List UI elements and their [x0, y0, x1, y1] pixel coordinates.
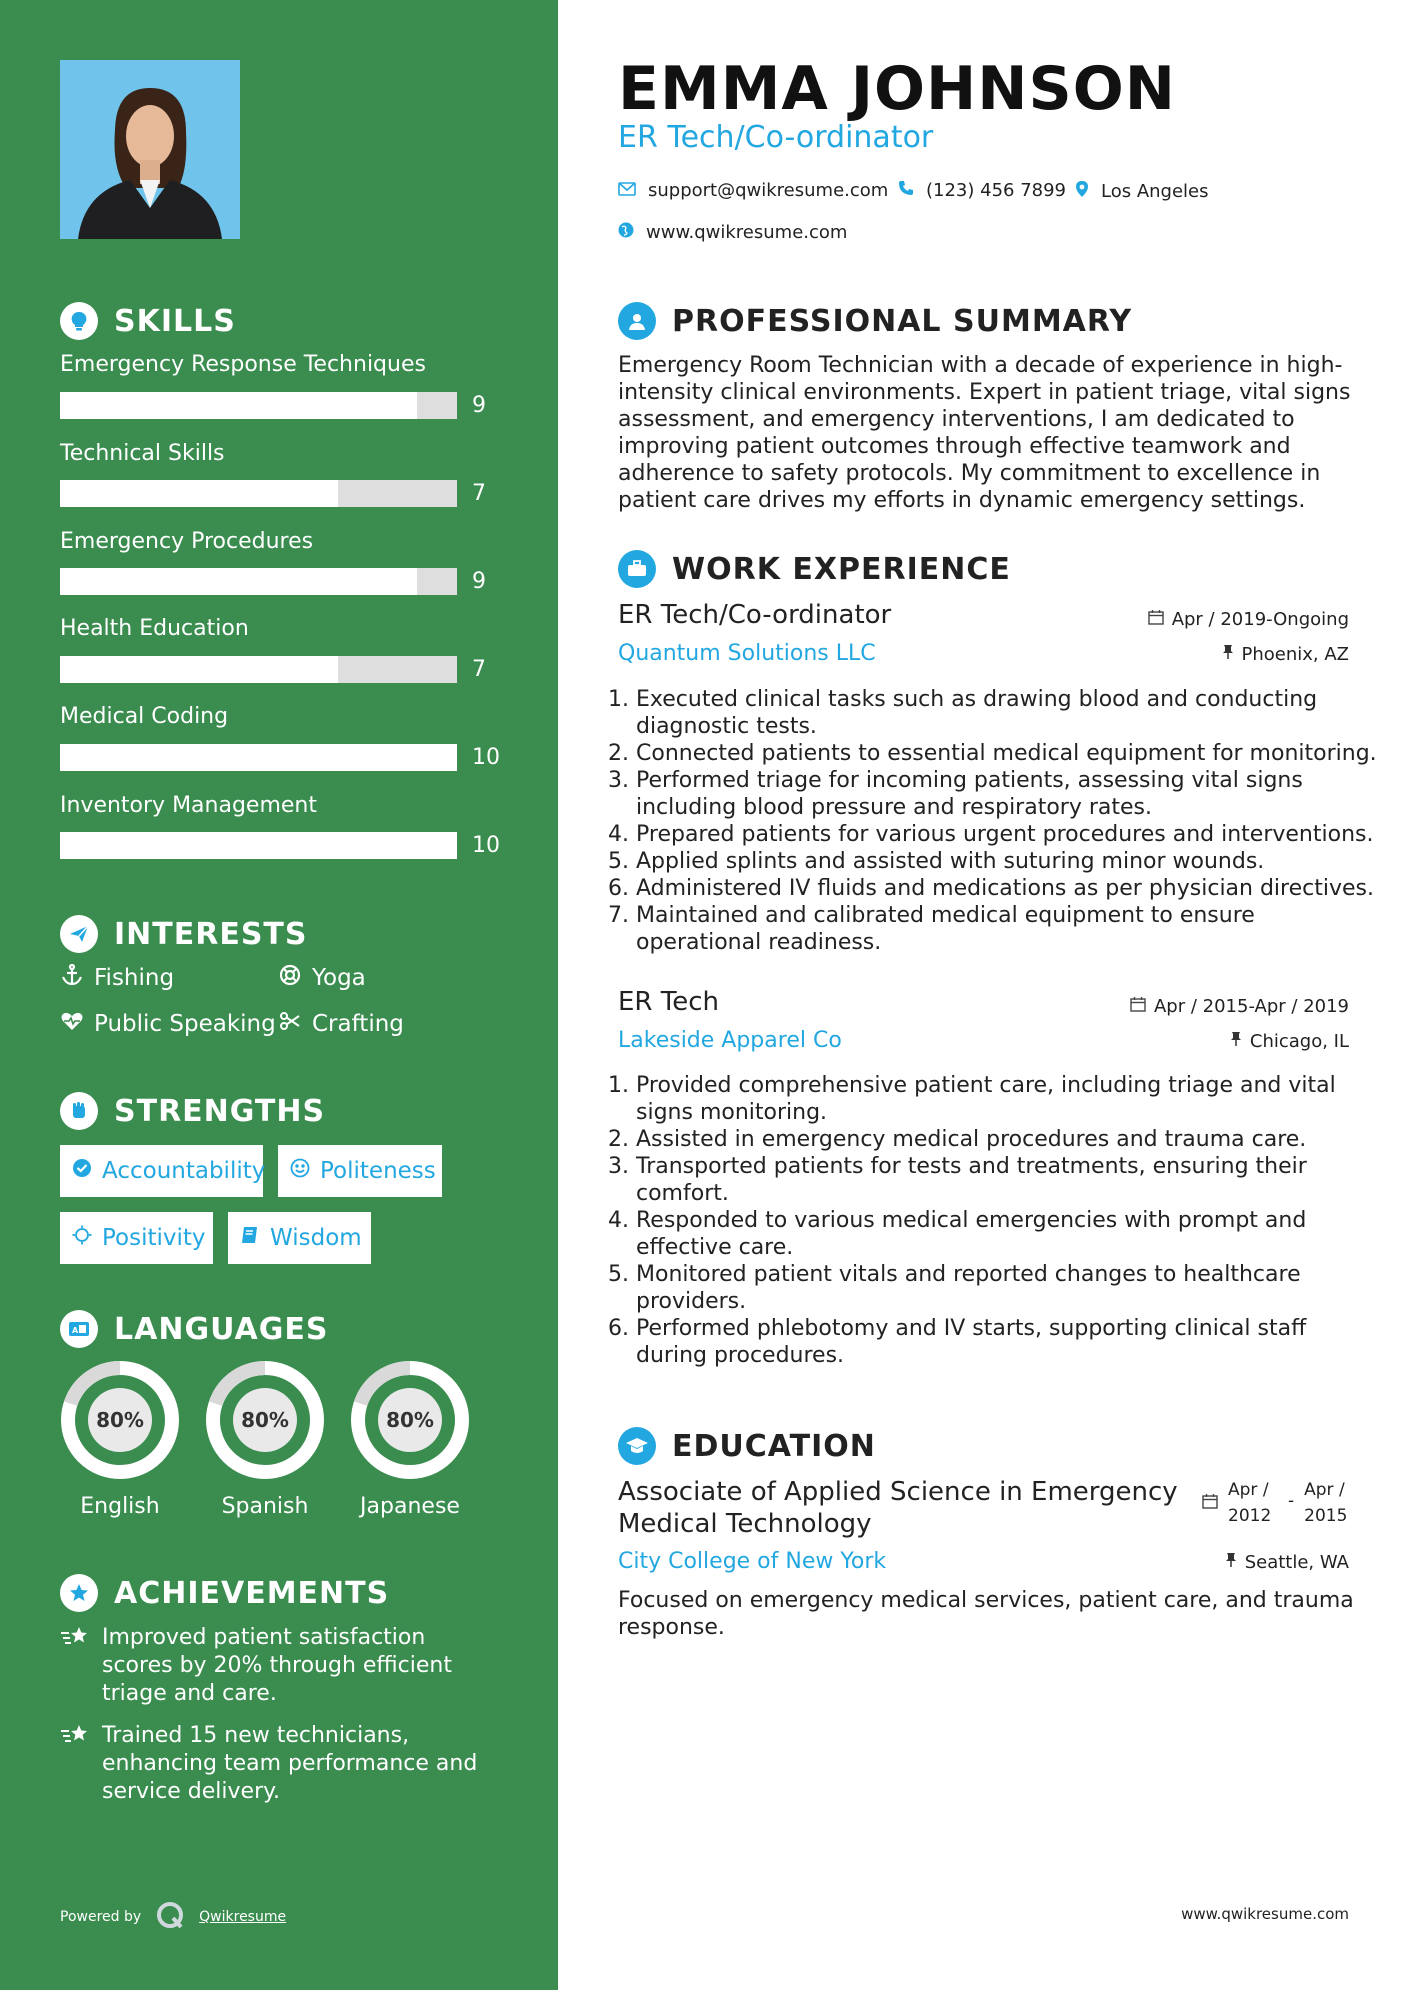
pushpin-icon	[1225, 1552, 1237, 1573]
duty-list	[610, 686, 1381, 956]
summary-heading	[618, 302, 1132, 340]
calendar-icon	[1202, 1491, 1218, 1517]
skill-label: Health Education	[60, 616, 249, 641]
education-description: Focused on emergency medical services, patient care, and trauma response.	[618, 1588, 1354, 1640]
interest-item: Crafting	[278, 1009, 404, 1039]
smile-icon	[290, 1158, 310, 1184]
skill-bar	[60, 392, 457, 419]
qwikresume-logo-icon	[155, 1900, 185, 1934]
phone-icon	[898, 180, 914, 201]
education-dash: -	[1288, 1491, 1295, 1511]
paper-plane-icon	[60, 915, 98, 953]
interests-heading	[60, 915, 308, 953]
interests-title: INTERESTS	[114, 916, 308, 952]
skill-value: 7	[472, 481, 486, 506]
languages-heading	[60, 1310, 328, 1348]
candidate-name: EMMA JOHNSON	[618, 54, 1176, 124]
education-title: EDUCATION	[672, 1428, 876, 1464]
duty-item: 1. Provided comprehensive patient care, including triage and vital signs monitoring.	[636, 1072, 1381, 1126]
language-label: Spanish	[221, 1494, 309, 1519]
skills-heading	[60, 302, 236, 340]
skill-bar	[60, 744, 457, 771]
sun-icon	[72, 1225, 92, 1251]
summary-title: PROFESSIONAL SUMMARY	[672, 303, 1133, 339]
duty-item: 6. Performed phlebotomy and IV starts, supporting clinical staff during procedures.	[636, 1315, 1381, 1369]
education-start: Apr / 2012	[1228, 1480, 1272, 1526]
skill-bar	[60, 568, 457, 595]
skill-value: 7	[472, 657, 486, 682]
language-percent: 80%	[96, 1408, 144, 1432]
anchor-icon	[60, 963, 84, 993]
skills-title: SKILLS	[114, 303, 236, 339]
job-title: ER Tech/Co-ordinator	[618, 600, 892, 630]
duty-item: 3. Performed triage for incoming patients, assessing vital signs including blood pressure and respiratory rates.	[636, 767, 1381, 821]
brand-link[interactable]: Qwikresume	[199, 1909, 287, 1925]
job-dates: Apr / 2015-Apr / 2019	[1130, 996, 1349, 1017]
skill-value: 10	[472, 745, 500, 770]
achievement-item: Improved patient satisfaction scores by 20% through efficient triage and care.	[60, 1624, 500, 1708]
strength-tag: Wisdom	[228, 1212, 371, 1264]
job-dates: Apr / 2019-Ongoing	[1148, 609, 1349, 630]
duty-item: 4. Responded to various medical emergencies with prompt and effective care.	[636, 1207, 1381, 1261]
map-pin-icon	[1075, 180, 1089, 203]
fist-icon	[60, 1092, 98, 1130]
skill-value: 10	[472, 833, 500, 858]
experience-heading	[618, 550, 1011, 588]
footer-website[interactable]: www.qwikresume.com	[1181, 1905, 1349, 1923]
language-label: English	[80, 1494, 160, 1519]
pushpin-icon	[1222, 644, 1234, 665]
heartbeat-icon	[60, 1009, 84, 1039]
user-icon	[618, 302, 656, 340]
education-heading	[618, 1427, 876, 1465]
language-ring	[350, 1360, 470, 1480]
pushpin-icon	[1230, 1031, 1242, 1052]
translate-icon	[60, 1310, 98, 1348]
strengths-heading	[60, 1092, 325, 1130]
globe-icon	[618, 222, 634, 243]
languages-title: LANGUAGES	[114, 1311, 329, 1347]
lifebuoy-icon	[278, 963, 302, 993]
strength-tag: Accountability	[60, 1145, 263, 1197]
strengths-title: STRENGTHS	[114, 1093, 326, 1129]
summary-text: Emergency Room Technician with a decade of experience in high-intensity clinical environments. Expert in patient triage, vital signs assessment, and emergency interventions, I am dedicated to improving patient outcomes through effective teamwork and adherence to safety protocols. My commitment to excellence in patient care drives my efforts in dynamic emergency settings.	[618, 353, 1351, 513]
briefcase-icon	[618, 550, 656, 588]
duty-item: 2. Assisted in emergency medical procedures and trauma care.	[636, 1126, 1381, 1153]
contact-location: Los Angeles	[1075, 180, 1209, 203]
skill-bar	[60, 480, 457, 507]
language-ring	[60, 1360, 180, 1480]
contact-phone[interactable]: (123) 456 7899	[898, 180, 1066, 201]
company-name: Lakeside Apparel Co	[618, 1028, 842, 1053]
education-location: Seattle, WA	[1225, 1552, 1349, 1573]
language-ring	[205, 1360, 325, 1480]
calendar-icon	[1130, 996, 1146, 1017]
language-percent: 80%	[241, 1408, 289, 1432]
strength-tag: Politeness	[278, 1145, 442, 1197]
book-icon	[240, 1225, 260, 1251]
scissors-icon	[278, 1009, 302, 1039]
skill-label: Emergency Procedures	[60, 529, 314, 554]
check-circle-icon	[72, 1158, 92, 1184]
skill-bar	[60, 832, 457, 859]
job-location: Chicago, IL	[1230, 1031, 1349, 1052]
contact-website[interactable]: www.qwikresume.com	[618, 222, 847, 243]
graduation-cap-icon	[618, 1427, 656, 1465]
interest-item: Public Speaking	[60, 1009, 276, 1039]
education-dates	[1202, 1477, 1354, 1529]
lightbulb-icon	[60, 302, 98, 340]
experience-title: WORK EXPERIENCE	[672, 551, 1011, 587]
strength-tag: Positivity	[60, 1212, 213, 1264]
interest-item: Yoga	[278, 963, 366, 993]
powered-by-label: Powered by	[60, 1909, 142, 1925]
job-title: ER Tech	[618, 987, 719, 1017]
duty-list	[610, 1072, 1381, 1369]
skill-bar	[60, 656, 457, 683]
achievements-heading	[60, 1574, 389, 1612]
duty-item: 1. Executed clinical tasks such as drawing blood and conducting diagnostic tests.	[636, 686, 1381, 740]
sidebar	[0, 0, 558, 1990]
powered-by	[60, 1900, 286, 1934]
calendar-icon	[1148, 609, 1164, 630]
language-label: Japanese	[360, 1494, 460, 1519]
svg-text:A: A	[72, 1326, 79, 1335]
duty-item: 6. Administered IV fluids and medications as per physician directives.	[636, 875, 1381, 902]
language-item	[350, 1360, 470, 1519]
candidate-role: ER Tech/Co-ordinator	[618, 120, 934, 155]
language-percent: 80%	[386, 1408, 434, 1432]
education-end: Apr / 2015	[1304, 1480, 1348, 1526]
duty-item: 4. Prepared patients for various urgent procedures and interventions.	[636, 821, 1381, 848]
job-location: Phoenix, AZ	[1222, 644, 1350, 665]
skill-label: Emergency Response Techniques	[60, 352, 426, 377]
shooting-star-icon	[60, 1722, 90, 1806]
skill-label: Technical Skills	[60, 441, 225, 466]
duty-item: 5. Applied splints and assisted with suturing minor wounds.	[636, 848, 1381, 875]
duty-item: 7. Maintained and calibrated medical equipment to ensure operational readiness.	[636, 902, 1381, 956]
achievements-title: ACHIEVEMENTS	[114, 1575, 390, 1611]
interest-item: Fishing	[60, 963, 174, 993]
profile-photo	[60, 60, 240, 239]
star-badge-icon	[60, 1574, 98, 1612]
skill-label: Inventory Management	[60, 793, 317, 818]
shooting-star-icon	[60, 1624, 90, 1708]
degree-title: Associate of Applied Science in Emergency Medical Technology	[618, 1477, 1178, 1539]
achievement-item: Trained 15 new technicians, enhancing team performance and service delivery.	[60, 1722, 500, 1806]
duty-item: 2. Connected patients to essential medical equipment for monitoring.	[636, 740, 1381, 767]
contact-email[interactable]: support@qwikresume.com	[618, 180, 888, 201]
duty-item: 3. Transported patients for tests and treatments, ensuring their comfort.	[636, 1153, 1381, 1207]
skill-value: 9	[472, 569, 486, 594]
company-name: Quantum Solutions LLC	[618, 641, 876, 666]
duty-item: 5. Monitored patient vitals and reported changes to healthcare providers.	[636, 1261, 1381, 1315]
language-item	[205, 1360, 325, 1519]
school-name: City College of New York	[618, 1549, 887, 1574]
skill-label: Medical Coding	[60, 704, 229, 729]
language-item	[60, 1360, 180, 1519]
skill-value: 9	[472, 393, 486, 418]
envelope-icon	[618, 180, 636, 201]
